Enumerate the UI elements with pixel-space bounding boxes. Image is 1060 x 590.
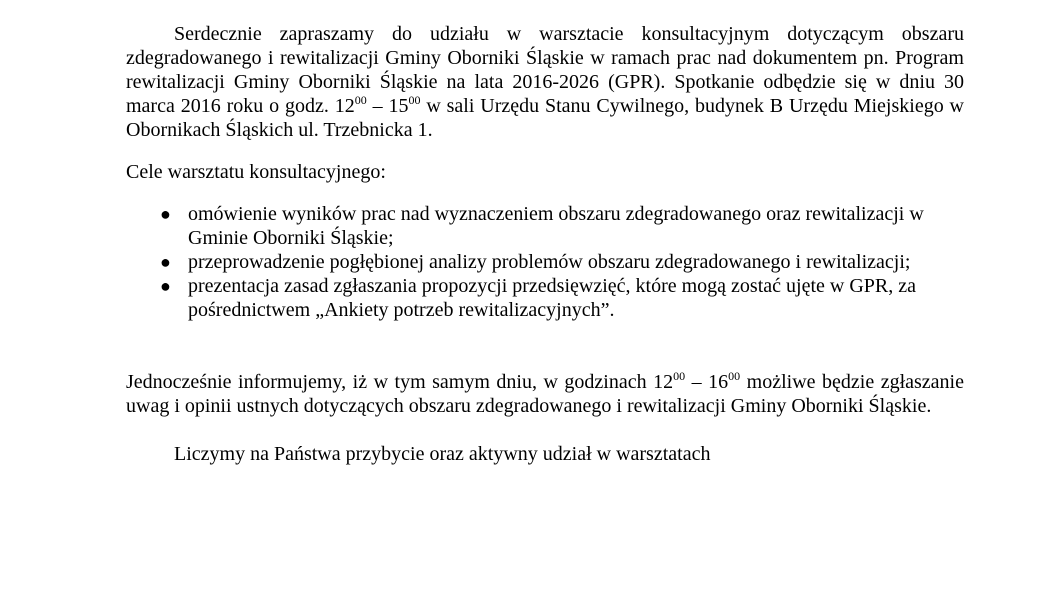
info-paragraph [126,370,964,418]
bullet-icon: ● [160,276,171,296]
bullet-icon: ● [160,252,171,272]
info-text-2: – 16 [685,371,729,393]
goal-text: przeprowadzenie pogłębionej analizy problemów obszaru zdegradowanego i rewitalizacji; [188,251,911,273]
goal-text: omówienie wyników prac nad wyznaczeniem obszaru zdegradowanego oraz rewitalizacji w Gminie Oborniki Śląskie; [188,203,924,249]
info-time-end-minutes: 00 [728,369,741,383]
info-time-start-minutes: 00 [673,369,686,383]
bullet-icon: ● [160,204,171,224]
list-item [160,250,964,274]
list-item [160,202,964,250]
intro-time-start-minutes: 00 [354,93,367,107]
info-text-3: możliwe będzie zgłaszanie uwag i opinii ustnych dotyczących obszaru zdegradowanego i rewitalizacji Gminy Oborniki Śląskie. [126,371,964,417]
intro-text-1: Serdecznie zapraszamy do udziału w warsztacie konsultacyjnym dotyczącym obszaru zdegradowanego i rewitalizacji Gminy Oborniki Śląskie w ramach prac nad dokumentem pn. Program rewitalizacji Gminy Oborniki Śląskie na lata 2016-2026 (GPR). Spotkanie odbędzie się w dniu 30 marca 2016 roku o godz. 12 [126,23,964,117]
closing-paragraph: Liczymy na Państwa przybycie oraz aktywny udział w warsztatach [174,443,711,465]
goal-text: prezentacja zasad zgłaszania propozycji przedsięwzięć, które mogą zostać ujęte w GPR, za pośrednictwem „Ankiety potrzeb rewitalizacyjnych”. [188,275,916,321]
goals-label: Cele warsztatu konsultacyjnego: [126,161,386,183]
intro-time-end-minutes: 00 [408,93,421,107]
goals-list [126,202,964,322]
intro-text-2: – 15 [366,95,409,117]
document-page [126,22,964,466]
intro-text-3: w sali Urzędu Stanu Cywilnego, budynek B Urzędu Miejskiego w Obornikach Śląskich ul. Trzebnicka 1. [126,95,965,141]
intro-paragraph [126,22,964,142]
list-item [160,274,964,322]
info-text-1: Jednocześnie informujemy, iż w tym samym dniu, w godzinach 12 [126,371,674,393]
